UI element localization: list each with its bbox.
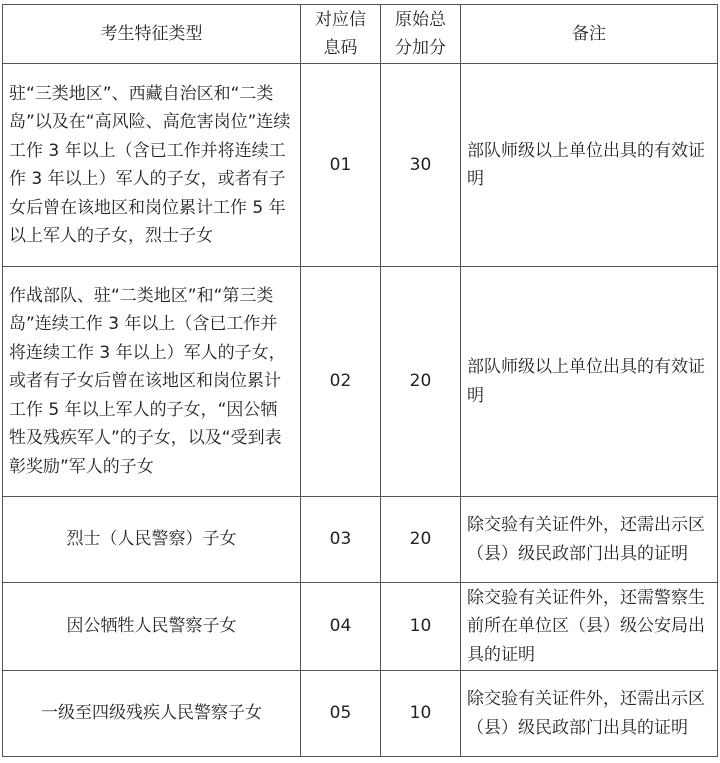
cell-code: 01 (301, 64, 381, 267)
header-score: 原始总分加分 (381, 5, 461, 64)
cell-code: 02 (301, 267, 381, 497)
table-row (3, 267, 718, 497)
cell-type: 作战部队、驻“二类地区”和“第三类岛”连续工作 3 年以上（含已工作并将连续工作 3 年以上）军人的子女，或者有子女后曾在该地区和岗位累计工作 5 年以上军人的子女，“因公牺牲及残疾军人”的子女，以及“受到表彰奖励”军人的子女 (3, 267, 301, 497)
table-row (3, 64, 718, 267)
table-row (3, 671, 718, 757)
header-row (3, 5, 718, 64)
bonus-points-table (2, 4, 718, 757)
cell-type: 因公牺牲人民警察子女 (3, 583, 301, 671)
cell-score: 20 (381, 267, 461, 497)
cell-code: 03 (301, 497, 381, 583)
table-row (3, 583, 718, 671)
table-row (3, 497, 718, 583)
cell-note: 除交验有关证件外，还需出示区（县）级民政部门出具的证明 (461, 671, 718, 757)
cell-note: 除交验有关证件外，还需警察生前所在单位区（县）级公安局出具的证明 (461, 583, 718, 671)
cell-type: 烈士（人民警察）子女 (3, 497, 301, 583)
cell-score: 10 (381, 583, 461, 671)
header-code: 对应信息码 (301, 5, 381, 64)
cell-type: 一级至四级残疾人民警察子女 (3, 671, 301, 757)
cell-note: 除交验有关证件外，还需出示区（县）级民政部门出具的证明 (461, 497, 718, 583)
cell-score: 30 (381, 64, 461, 267)
cell-score: 10 (381, 671, 461, 757)
header-note: 备注 (461, 5, 718, 64)
header-type: 考生特征类型 (3, 5, 301, 64)
cell-type: 驻“三类地区”、西藏自治区和“二类岛”以及在“高风险、高危害岗位”连续工作 3 年以上（含已工作并将连续工作 3 年以上）军人的子女，或者有子女后曾在该地区和岗位累计工作 5 年以上军人的子女，烈士子女 (3, 64, 301, 267)
cell-score: 20 (381, 497, 461, 583)
cell-note: 部队师级以上单位出具的有效证明 (461, 64, 718, 267)
cell-note: 部队师级以上单位出具的有效证明 (461, 267, 718, 497)
cell-code: 05 (301, 671, 381, 757)
cell-code: 04 (301, 583, 381, 671)
